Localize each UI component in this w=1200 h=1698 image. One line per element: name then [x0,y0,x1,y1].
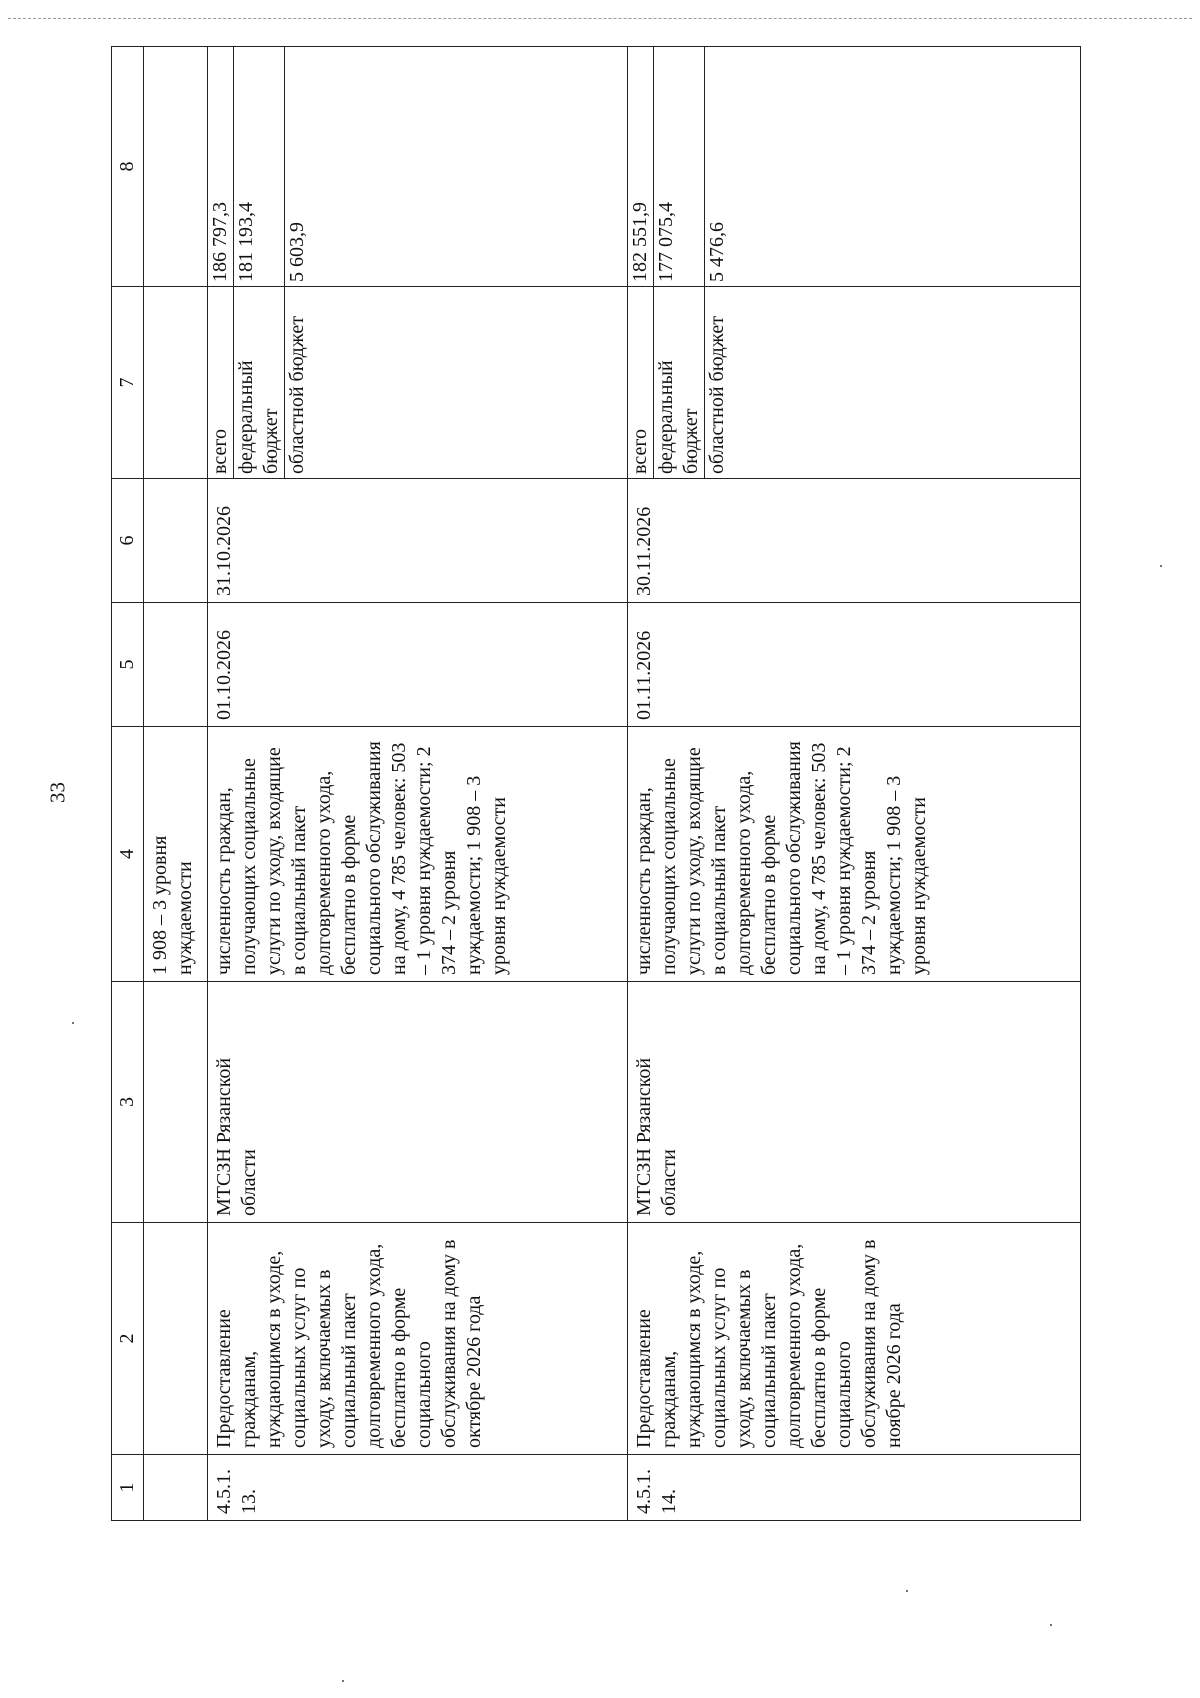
source-federal: федеральный бюджет [653,287,704,478]
table-row [627,47,1080,1521]
col-header: 6 [112,479,144,603]
source-regional: областной бюджет [705,315,728,474]
funding-sources [208,287,628,479]
start-date: 01.10.2026 [208,603,628,727]
col-header: 3 [112,982,144,1223]
empty-cell [143,287,207,479]
scan-speck [1050,1624,1052,1626]
funding-amounts [208,47,628,287]
col-header: 8 [112,47,144,287]
amount-federal: 177 075,4 [653,47,704,286]
end-date: 30.11.2026 [627,479,1080,603]
amount-regional: 5 603,9 [286,222,309,282]
scan-speck [72,1022,74,1024]
scan-top-edge-line [8,18,1192,19]
col-header: 2 [112,1223,144,1455]
indicator-continuation: 1 908 – 3 уровня нуждаемости [143,727,207,982]
empty-cell [143,982,207,1223]
continuation-row [143,47,207,1521]
source-regional: областной бюджет [286,315,309,474]
row-number: 4.5.1.14. [627,1455,1080,1521]
col-header: 4 [112,727,144,982]
amount-regional: 5 476,6 [705,222,728,282]
indicator: численность граждан, получающих социальные услуги по уходу, входящие в социальный пакет долговременного ухода, бесплатно в форме социального обслуживания на дому, 4 785 человек: 503 – 1 уровня нуждаемости; 2 374 – 2 уровня нуждаемости; 1 908 – 3 уровня нуждаемости [627,727,1080,982]
empty-cell [143,1455,207,1521]
col-header: 7 [112,287,144,479]
source-total: всего [208,287,234,478]
row-number: 4.5.1.13. [208,1455,628,1521]
page-number: 33 [45,782,70,803]
rotated-table-container [111,47,1081,1521]
source-federal: федеральный бюджет [234,287,285,478]
header-row [112,47,144,1521]
amount-total: 182 551,9 [628,47,654,286]
amount-federal: 181 193,4 [234,47,285,286]
indicator: численность граждан, получающих социальные услуги по уходу, входящие в социальный пакет долговременного ухода, бесплатно в форме социального обслуживания на дому, 4 785 человек: 503 – 1 уровня нуждаемости; 2 374 – 2 уровня нуждаемости; 1 908 – 3 уровня нуждаемости [208,727,628,982]
start-date: 01.11.2026 [627,603,1080,727]
end-date: 31.10.2026 [208,479,628,603]
funding-amounts [627,47,1080,287]
measure-name: Предоставление гражданам, нуждающимся в уходе, социальных услуг по уходу, включаемых в социальный пакет долговременного ухода, бесплатно в форме социального обслуживания на дому в октябре 2026 года [208,1223,628,1455]
measure-name: Предоставление гражданам, нуждающимся в уходе, социальных услуг по уходу, включаемых в социальный пакет долговременного ухода, бесплатно в форме социального обслуживания на дому в ноябре 2026 года [627,1223,1080,1455]
amount-total: 186 797,3 [208,47,234,286]
scan-speck [1160,565,1162,567]
empty-cell [143,47,207,287]
empty-cell [143,603,207,727]
col-header: 5 [112,603,144,727]
funding-sources [627,287,1080,479]
source-total: всего [628,287,654,478]
empty-cell [143,479,207,603]
executor: МТСЗН Рязанской области [627,982,1080,1223]
table-row [208,47,628,1521]
empty-cell [143,1223,207,1455]
scan-speck [906,1590,908,1592]
executor: МТСЗН Рязанской области [208,982,628,1223]
measures-table [111,46,1081,1521]
scan-speck [342,1680,344,1682]
col-header: 1 [112,1455,144,1521]
